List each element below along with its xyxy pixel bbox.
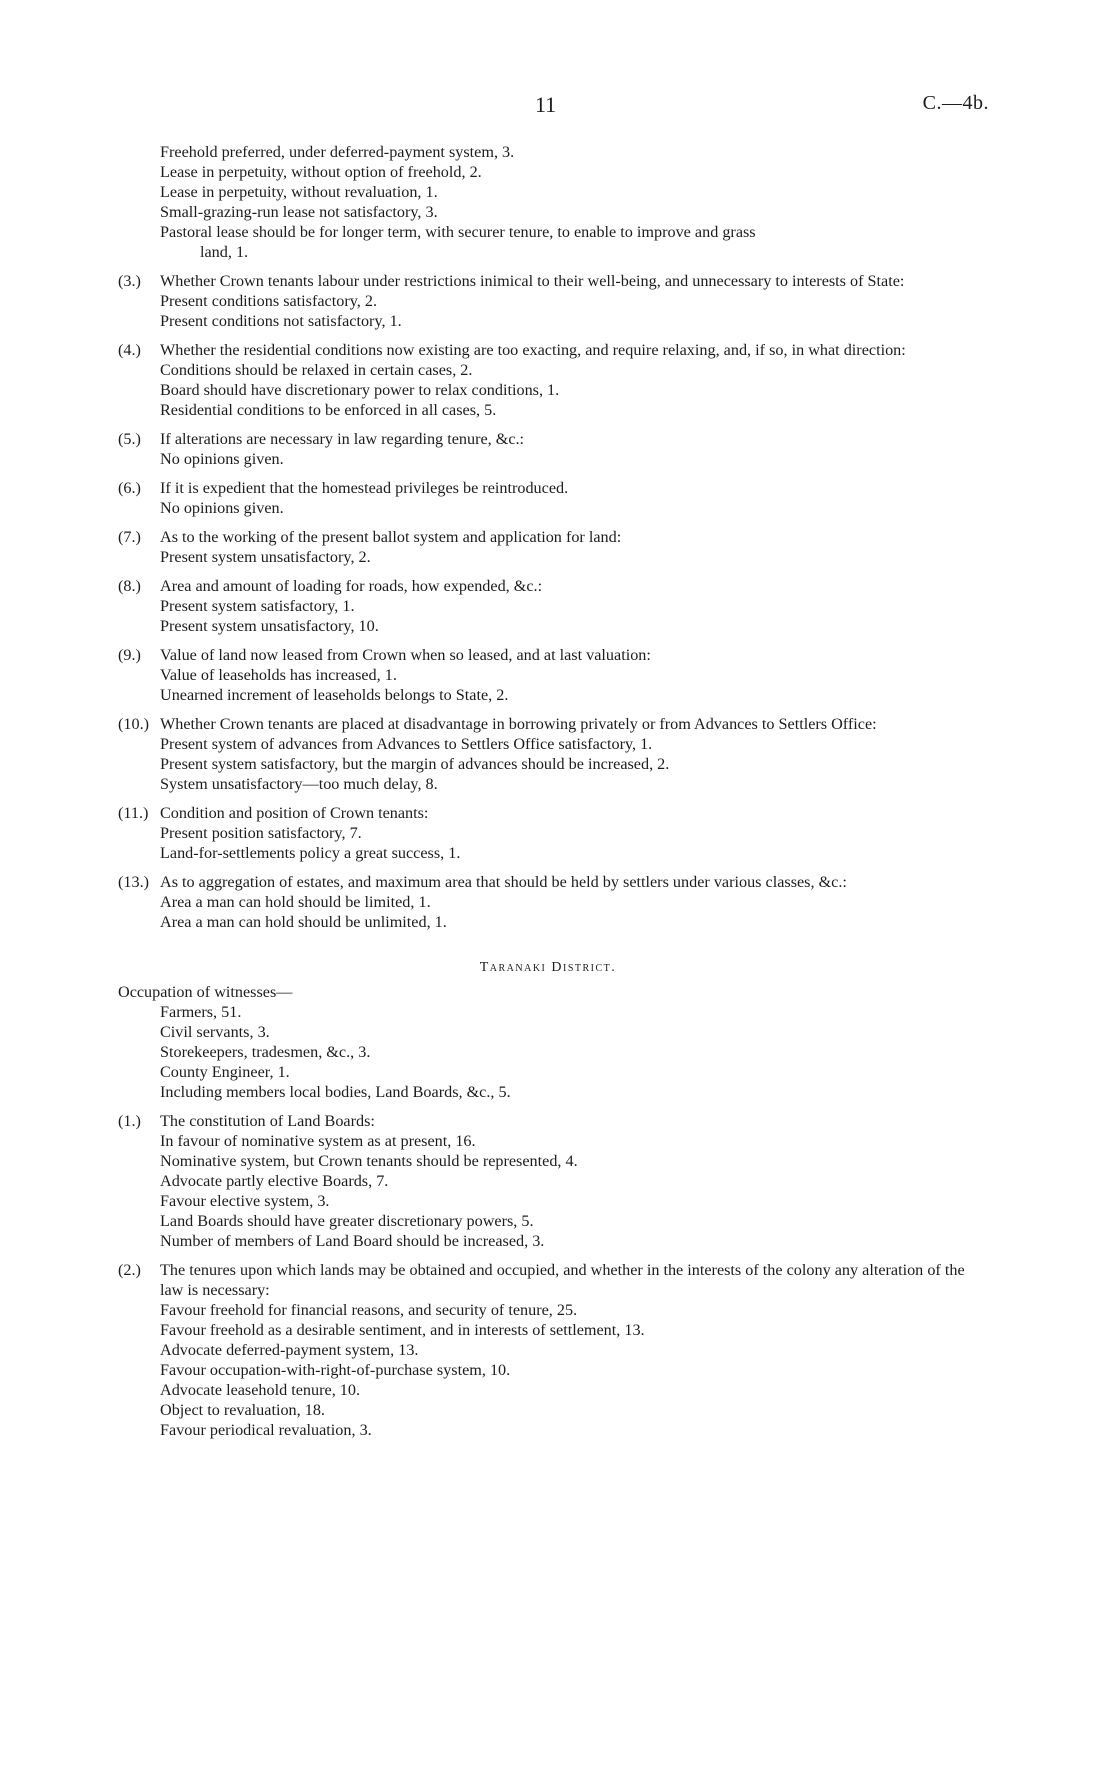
question-block xyxy=(118,1111,978,1251)
question-number: (9.) xyxy=(118,646,141,664)
question-block xyxy=(118,872,978,932)
list-item: Including members local bodies, Land Boards, &c., 5. xyxy=(160,1083,511,1101)
page-body xyxy=(118,142,978,1440)
question-text xyxy=(118,429,978,449)
list-item: Lease in perpetuity, without revaluation, 1. xyxy=(160,183,438,201)
question-block xyxy=(118,271,978,331)
question-number: (13.) xyxy=(118,873,150,891)
question-label: Whether the residential conditions now existing are too exacting, and require relaxing, and, if so, in what direction: xyxy=(160,341,906,359)
answer-item: Object to revaluation, 18. xyxy=(160,1401,325,1419)
question-number: (1.) xyxy=(118,1112,141,1130)
answer-item: Advocate deferred-payment system, 13. xyxy=(160,1341,419,1359)
answer-item: Residential conditions to be enforced in all cases, 5. xyxy=(160,401,497,419)
question-label: Value of land now leased from Crown when so leased, and at last valuation: xyxy=(160,646,651,664)
question-number: (8.) xyxy=(118,577,141,595)
answer-item: Present system unsatisfactory, 2. xyxy=(160,548,371,566)
answer-item: Number of members of Land Board should be increased, 3. xyxy=(160,1232,545,1250)
answer-item: Present system of advances from Advances to Settlers Office satisfactory, 1. xyxy=(160,735,653,753)
answer-item: Nominative system, but Crown tenants should be represented, 4. xyxy=(160,1152,578,1170)
answer-item: Favour occupation-with-right-of-purchase system, 10. xyxy=(160,1361,511,1379)
list-item: County Engineer, 1. xyxy=(160,1063,290,1081)
question-block xyxy=(118,527,978,567)
question-block xyxy=(118,576,978,636)
question-text xyxy=(118,271,978,291)
question-text xyxy=(118,645,978,665)
answer-item: Present system satisfactory, but the margin of advances should be increased, 2. xyxy=(160,755,670,773)
answer-item: In favour of nominative system as at present, 16. xyxy=(160,1132,476,1150)
question-label: As to aggregation of estates, and maximum area that should be held by settlers under various classes, &c.: xyxy=(160,873,847,891)
page-number: 11 xyxy=(535,92,557,117)
answer-item: Present system unsatisfactory, 10. xyxy=(160,617,379,635)
answer-item: Unearned increment of leaseholds belongs to State, 2. xyxy=(160,686,509,704)
question-text xyxy=(118,1111,978,1131)
question-block xyxy=(118,1260,978,1440)
document-reference: C.—4b. xyxy=(922,92,989,114)
question-label: The tenures upon which lands may be obtained and occupied, and whether in the interests of the colony any alteration of the law is necessary: xyxy=(160,1261,965,1299)
page-header xyxy=(0,92,1114,122)
answer-item: Area a man can hold should be unlimited, 1. xyxy=(160,913,447,931)
list-item: Storekeepers, tradesmen, &c., 3. xyxy=(160,1043,371,1061)
question-label: As to the working of the present ballot system and application for land: xyxy=(160,528,622,546)
question-label: Whether Crown tenants labour under restrictions inimical to their well-being, and unnecessary to interests of State: xyxy=(160,272,905,290)
answer-item: Advocate leasehold tenure, 10. xyxy=(160,1381,361,1399)
list-item: Pastoral lease should be for longer term, with securer tenure, to enable to improve and grass xyxy=(160,223,756,241)
answer-item: Present position satisfactory, 7. xyxy=(160,824,362,842)
question-number: (7.) xyxy=(118,528,141,546)
district-heading: Taranaki District. xyxy=(479,960,617,975)
answer-item: Present conditions not satisfactory, 1. xyxy=(160,312,402,330)
answer-item: No opinions given. xyxy=(160,499,284,517)
answer-item: Area a man can hold should be limited, 1. xyxy=(160,893,431,911)
answer-item: Advocate partly elective Boards, 7. xyxy=(160,1172,389,1190)
answer-item: No opinions given. xyxy=(160,450,284,468)
list-item: Farmers, 51. xyxy=(160,1003,242,1021)
answer-item: Land Boards should have greater discretionary powers, 5. xyxy=(160,1212,534,1230)
question-text xyxy=(118,872,978,892)
answer-item: Present conditions satisfactory, 2. xyxy=(160,292,377,310)
answer-item: Favour freehold for financial reasons, and security of tenure, 25. xyxy=(160,1301,578,1319)
question-text xyxy=(118,714,978,734)
occupation-section xyxy=(118,982,978,1102)
questions-section-b xyxy=(118,1111,978,1440)
questions-section-a xyxy=(118,271,978,932)
list-item-continuation: land, 1. xyxy=(200,243,249,261)
question-label: Condition and position of Crown tenants: xyxy=(160,804,429,822)
question-text xyxy=(118,527,978,547)
question-number: (10.) xyxy=(118,715,150,733)
answer-item: Favour periodical revaluation, 3. xyxy=(160,1421,372,1439)
question-label: Area and amount of loading for roads, how expended, &c.: xyxy=(160,577,543,595)
answer-item: Land-for-settlements policy a great success, 1. xyxy=(160,844,461,862)
question-number: (6.) xyxy=(118,479,141,497)
answer-item: System unsatisfactory—too much delay, 8. xyxy=(160,775,438,793)
list-item: Lease in perpetuity, without option of freehold, 2. xyxy=(160,163,482,181)
question-block xyxy=(118,645,978,705)
question-block xyxy=(118,478,978,518)
question-text xyxy=(118,478,978,498)
question-block xyxy=(118,803,978,863)
question-number: (4.) xyxy=(118,341,141,359)
answer-item: Favour freehold as a desirable sentiment, and in interests of settlement, 13. xyxy=(160,1321,645,1339)
question-block xyxy=(118,340,978,420)
answer-item: Value of leaseholds has increased, 1. xyxy=(160,666,397,684)
question-label: The constitution of Land Boards: xyxy=(160,1112,375,1130)
answer-item: Conditions should be relaxed in certain cases, 2. xyxy=(160,361,473,379)
question-text xyxy=(118,340,978,360)
list-item: Small-grazing-run lease not satisfactory, 3. xyxy=(160,203,438,221)
question-number: (11.) xyxy=(118,804,149,822)
list-item: Civil servants, 3. xyxy=(160,1023,270,1041)
question-text xyxy=(118,803,978,823)
question-text xyxy=(118,576,978,596)
occupation-heading: Occupation of witnesses— xyxy=(118,983,293,1001)
question-block xyxy=(118,429,978,469)
question-number: (3.) xyxy=(118,272,141,290)
question-number: (2.) xyxy=(118,1261,141,1279)
answer-item: Present system satisfactory, 1. xyxy=(160,597,355,615)
question-text xyxy=(118,1260,978,1300)
answer-item: Board should have discretionary power to relax conditions, 1. xyxy=(160,381,560,399)
answer-item: Favour elective system, 3. xyxy=(160,1192,330,1210)
question-block xyxy=(118,714,978,794)
list-item: Freehold preferred, under deferred-payment system, 3. xyxy=(160,143,515,161)
question-number: (5.) xyxy=(118,430,141,448)
question-label: If it is expedient that the homestead privileges be reintroduced. xyxy=(160,479,569,497)
question-label: Whether Crown tenants are placed at disadvantage in borrowing privately or from Advances to Settlers Office: xyxy=(160,715,877,733)
intro-list xyxy=(118,142,978,262)
question-label: If alterations are necessary in law regarding tenure, &c.: xyxy=(160,430,525,448)
